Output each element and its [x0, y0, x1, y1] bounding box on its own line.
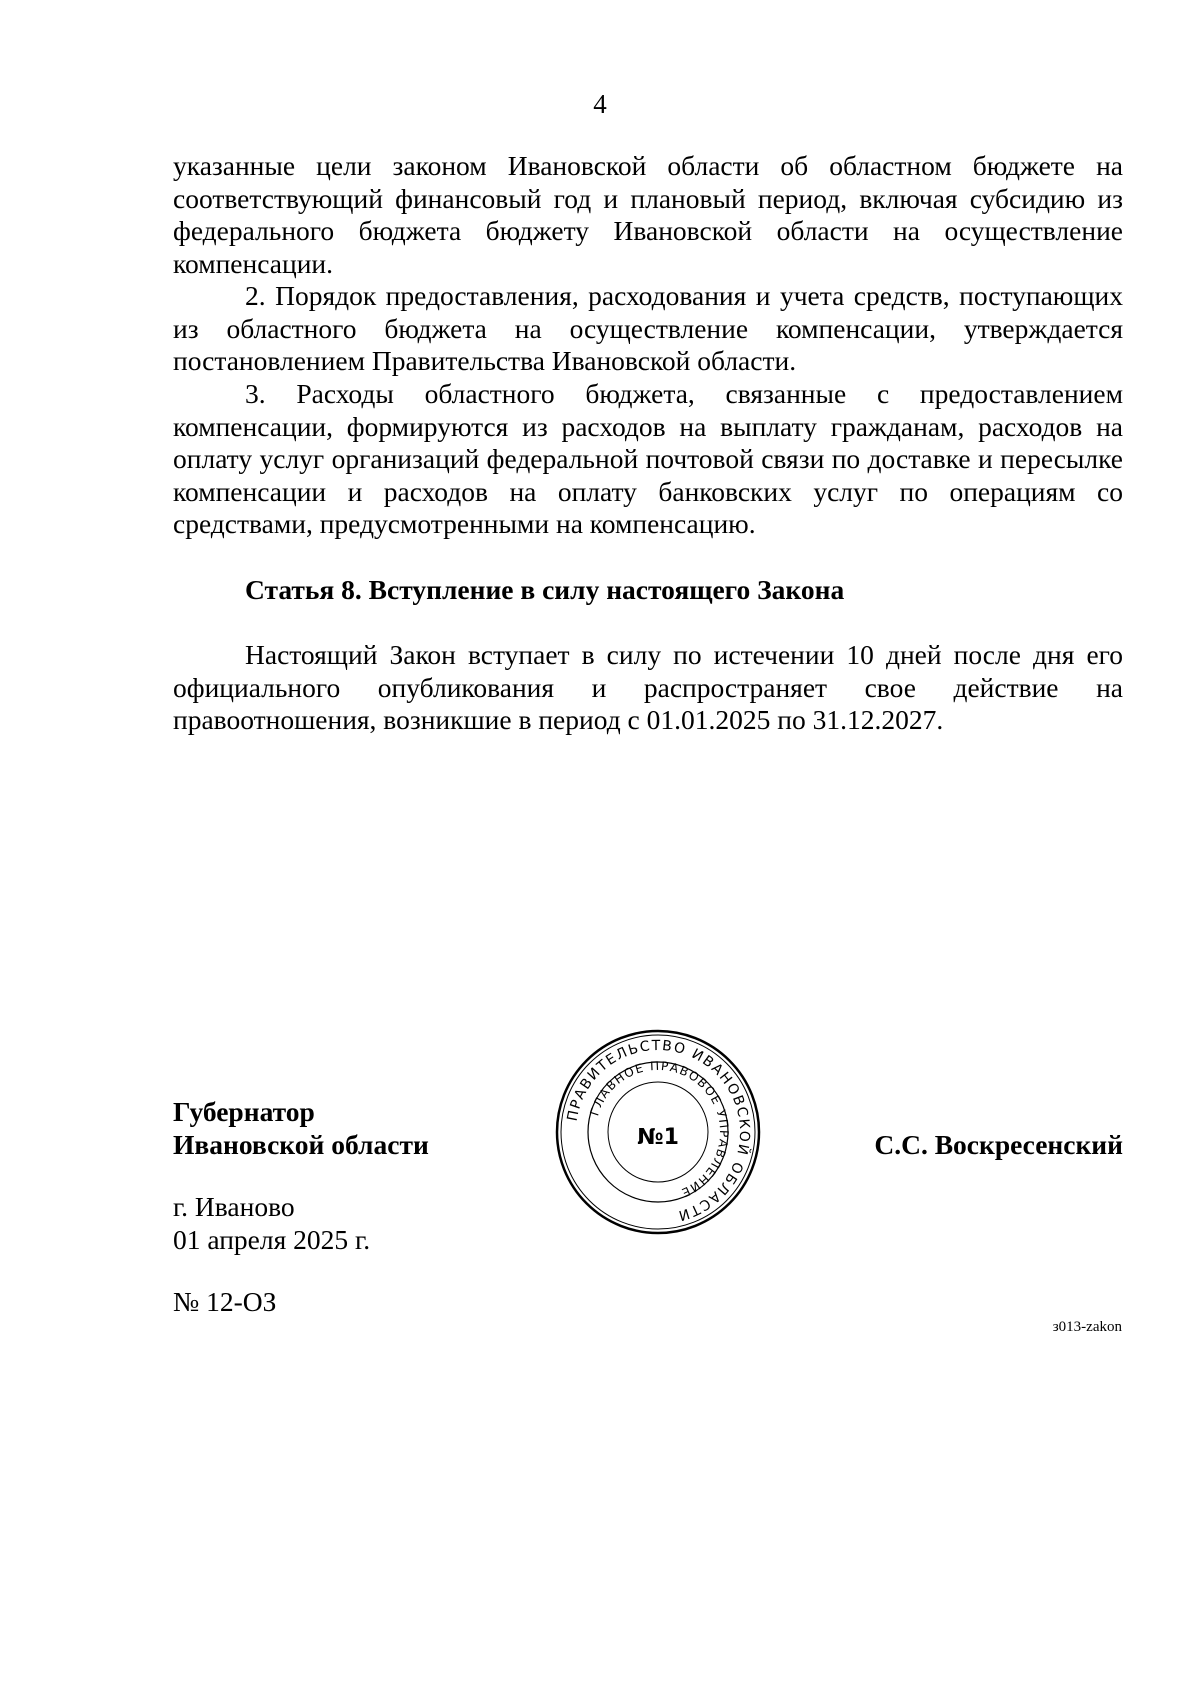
issue-date: 01 апреля 2025 г.	[173, 1224, 371, 1255]
page-number: 4	[593, 89, 607, 119]
paragraph-2: 2. Порядок предоставления, расходования и учета средств, поступающих из областного бюджета на осуществление компенсации, утверждается постановлением Правительства Ивановской области.	[173, 280, 1123, 376]
article-8-text: Настоящий Закон вступает в силу по истечении 10 дней после дня его официального опубликования и распространяет свое действие на правоотношения, возникшие в период с 01.01.2025 по 31.12.2027.	[173, 639, 1123, 735]
document-code: з013-zakon	[1052, 1319, 1122, 1335]
paragraph-3: 3. Расходы областного бюджета, связанные с предоставлением компенсации, формируются из расходов на выплату гражданам, расходов на оплату услуг организаций федеральной почтовой связи по доставке и пересылке компенсации и расходов на оплату банковских услуг по операциям со средствами, предусмотренными на компенсацию.	[173, 378, 1123, 539]
seal-outer-text: ПРАВИТЕЛЬСТВО ИВАНОВСКОЙ ОБЛАСТИ	[564, 1037, 753, 1224]
seal-center-number: №1	[637, 1125, 679, 1150]
official-seal	[553, 1027, 763, 1237]
issue-place: г. Иваново	[173, 1191, 295, 1222]
signer-position-line2: Ивановской области	[173, 1129, 429, 1160]
signer-position	[173, 1095, 429, 1161]
signer-name: С.С. Воскресенский	[874, 1129, 1123, 1160]
signer-position-line1: Губернатор	[173, 1096, 315, 1127]
issue-place-date	[173, 1190, 370, 1256]
paragraph-continued: указанные цели законом Ивановской области об областном бюджете на соответствующий финансовый год и плановый период, включая субсидию из федерального бюджета бюджету Ивановской области на осуществление компенсации.	[173, 150, 1123, 279]
seal-inner-text: ГЛАВНОЕ ПРАВОВОЕ УПРАВЛЕНИЕ	[587, 1058, 732, 1201]
article-8-heading: Статья 8. Вступление в силу настоящего Закона	[245, 574, 845, 605]
law-number: № 12-ОЗ	[173, 1286, 277, 1317]
